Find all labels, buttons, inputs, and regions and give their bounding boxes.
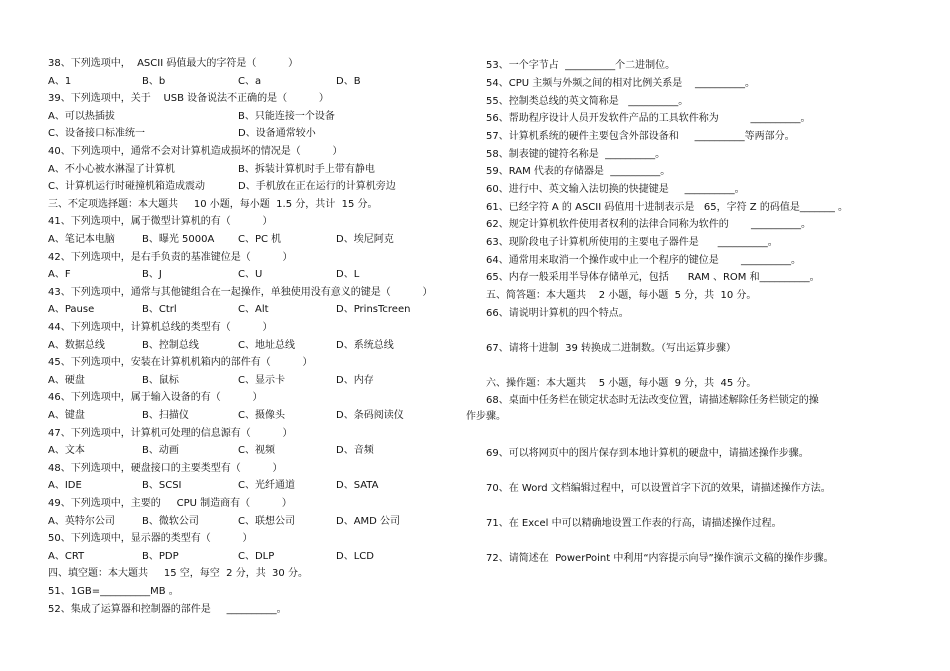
question-line: 50、下列选项中，显示器的类型有（ ） — [48, 533, 253, 545]
question-line: 58、制表键的键符名称是 __________。 — [486, 149, 666, 160]
question-line: 71、在 Excel 中可以精确地设置工作表的行高，请描述操作过程。 — [486, 518, 782, 529]
question-line: 68、桌面中任务栏在锁定状态时无法改变位置，请描述解除任务栏锁定的操 — [486, 395, 819, 406]
question-line: 44、下列选项中，计算机总线的类型有（ ） — [48, 322, 273, 333]
answer-option: B、SCSI — [142, 480, 182, 492]
answer-option: A、键盘 — [48, 410, 85, 421]
answer-option: B、PDP — [142, 550, 179, 562]
answer-option: C、计算机运行时碰撞机箱造成震动 — [48, 181, 205, 193]
answer-option: D、L — [336, 269, 360, 281]
question-line: 61、已经字符 A 的 ASCII 码值用十进制表示是 65，字符 Z 的码值是_______ 。 — [486, 202, 848, 213]
question-line: 53、一个字节占 __________个二进制位。 — [486, 60, 676, 71]
answer-option: A、1 — [48, 75, 72, 87]
answer-option: D、B — [336, 75, 361, 87]
question-line: 62、规定计算机软件使用者权利的法律合同称为软件的 __________。 — [486, 219, 811, 230]
question-line: 43、下列选项中，通常与其他键组合在一起操作，单独使用没有意义的键是（ ） — [48, 286, 433, 298]
question-line: 51、1GB=__________MB 。 — [48, 586, 179, 597]
answer-option: C、PC 机 — [238, 234, 282, 245]
answer-option: B、Ctrl — [142, 304, 177, 316]
answer-option: B、微软公司 — [142, 515, 199, 527]
answer-option: B、只能连接一个设备 — [238, 110, 335, 122]
question-line: 72、请简述在 PowerPoint 中利用“内容提示向导”操作演示文稿的操作步骤。 — [486, 553, 834, 564]
answer-option: C、U — [238, 269, 263, 281]
question-line: 56、帮助程序设计人员开发软件产品的工具软件称为 __________。 — [486, 113, 811, 124]
question-line: 59、RAM 代表的存储器是 __________。 — [486, 166, 671, 177]
answer-option: C、显示卡 — [238, 374, 285, 386]
answer-option: C、设备接口标准统一 — [48, 128, 145, 140]
answer-option: B、b — [142, 75, 166, 87]
answer-option: B、扫描仪 — [142, 410, 189, 421]
answer-option: D、条码阅读仪 — [336, 410, 404, 421]
answer-option: B、曝光 5000A — [142, 234, 215, 245]
question-line: 49、下列选项中，主要的 CPU 制造商有（ ） — [48, 498, 292, 509]
question-line: 41、下列选项中，属于微型计算机的有（ ） — [48, 216, 273, 228]
answer-option: D、PrinsTcreen — [336, 304, 411, 316]
answer-option: C、地址总线 — [238, 339, 295, 351]
answer-option: A、硬盘 — [48, 374, 85, 386]
answer-option: C、DLP — [238, 550, 275, 562]
question-line: 作步骤。 — [466, 411, 506, 422]
answer-option: A、IDE — [48, 480, 82, 492]
question-line: 六、操作题：本大题共 5 小题，每小题 9 分，共 45 分。 — [486, 378, 757, 389]
answer-option: D、内存 — [336, 374, 374, 386]
question-line: 63、现阶段电子计算机所使用的主要电子器件是 __________。 — [486, 237, 778, 248]
answer-option: B、鼠标 — [142, 374, 179, 386]
answer-option: D、埃尼阿克 — [336, 234, 394, 245]
answer-option: A、F — [48, 269, 71, 281]
question-line: 65、内存一般采用半导体存储单元，包括 RAM 、ROM 和__________。 — [486, 272, 820, 283]
answer-option: D、手机放在正在运行的计算机旁边 — [238, 181, 396, 193]
answer-option: C、Alt — [238, 304, 269, 316]
question-line: 47、下列选项中，计算机可处理的信息源有（ ） — [48, 427, 293, 439]
answer-option: B、J — [142, 269, 162, 281]
answer-option: A、笔记本电脑 — [48, 234, 115, 245]
question-line: 42、下列选项中，是右手负责的基准键位是（ ） — [48, 251, 293, 263]
question-line: 66、请说明计算机的四个特点。 — [486, 308, 629, 319]
answer-option: D、系统总线 — [336, 339, 394, 351]
question-line: 四、填空题：本大题共 15 空，每空 2 分，共 30 分。 — [48, 568, 308, 580]
question-line: 64、通常用来取消一个操作或中止一个程序的键位是 __________。 — [486, 255, 801, 266]
answer-option: A、可以热插拔 — [48, 110, 115, 122]
answer-option: A、Pause — [48, 304, 95, 316]
question-line: 52、集成了运算器和控制器的部件是 __________。 — [48, 603, 287, 615]
question-line: 57、计算机系统的硬件主要包含外部设备和 __________等两部分。 — [486, 131, 795, 142]
answer-option: D、SATA — [336, 480, 379, 492]
answer-option: C、联想公司 — [238, 515, 295, 527]
question-line: 38、下列选项中， ASCII 码值最大的字符是（ ） — [48, 58, 299, 69]
answer-option: D、AMD 公司 — [336, 515, 401, 527]
question-line: 46、下列选项中，属于输入设备的有（ ） — [48, 392, 263, 404]
answer-option: B、控制总线 — [142, 339, 199, 351]
answer-option: D、设备通常较小 — [238, 128, 316, 140]
question-line: 70、在 Word 文档编辑过程中，可以设置首字下沉的效果，请描述操作方法。 — [486, 483, 831, 494]
answer-option: B、动画 — [142, 445, 179, 457]
answer-option: B、拆装计算机时手上带有静电 — [238, 163, 375, 175]
question-line: 55、控制类总线的英文简称是 __________。 — [486, 96, 689, 107]
answer-option: C、a — [238, 75, 262, 87]
answer-option: A、文本 — [48, 445, 85, 457]
question-line: 39、下列选项中，关于 USB 设备说法不正确的是（ ） — [48, 93, 329, 105]
question-line: 48、下列选项中，硬盘接口的主要类型有（ ） — [48, 462, 283, 474]
answer-option: D、LCD — [336, 550, 374, 562]
question-line: 54、CPU 主频与外频之间的相对比例关系是 __________。 — [486, 78, 755, 89]
answer-option: A、不小心被水淋湿了计算机 — [48, 163, 175, 175]
question-line: 40、下列选项中，通常不会对计算机造成损坏的情况是（ ） — [48, 146, 343, 157]
answer-option: D、音频 — [336, 445, 374, 457]
question-line: 五、简答题：本大题共 2 小题，每小题 5 分，共 10 分。 — [486, 290, 757, 301]
answer-option: A、CRT — [48, 550, 85, 562]
answer-option: C、视频 — [238, 445, 275, 457]
answer-option: A、数据总线 — [48, 339, 105, 351]
answer-option: C、光纤通道 — [238, 480, 295, 492]
answer-option: A、英特尔公司 — [48, 515, 115, 527]
question-line: 60、进行中、英文输入法切换的快捷键是 __________。 — [486, 184, 745, 195]
answer-option: C、摄像头 — [238, 410, 285, 421]
question-line: 67、请将十进制 39 转换成二进制数。（写出运算步骤） — [486, 343, 736, 354]
question-line: 69、可以将网页中的图片保存到本地计算机的硬盘中，请描述操作步骤。 — [486, 448, 809, 459]
question-line: 45、下列选项中，安装在计算机机箱内的部件有（ ） — [48, 357, 313, 369]
question-line: 三、不定项选择题：本大题共 10 小题，每小题 1.5 分，共计 15 分。 — [48, 198, 378, 210]
